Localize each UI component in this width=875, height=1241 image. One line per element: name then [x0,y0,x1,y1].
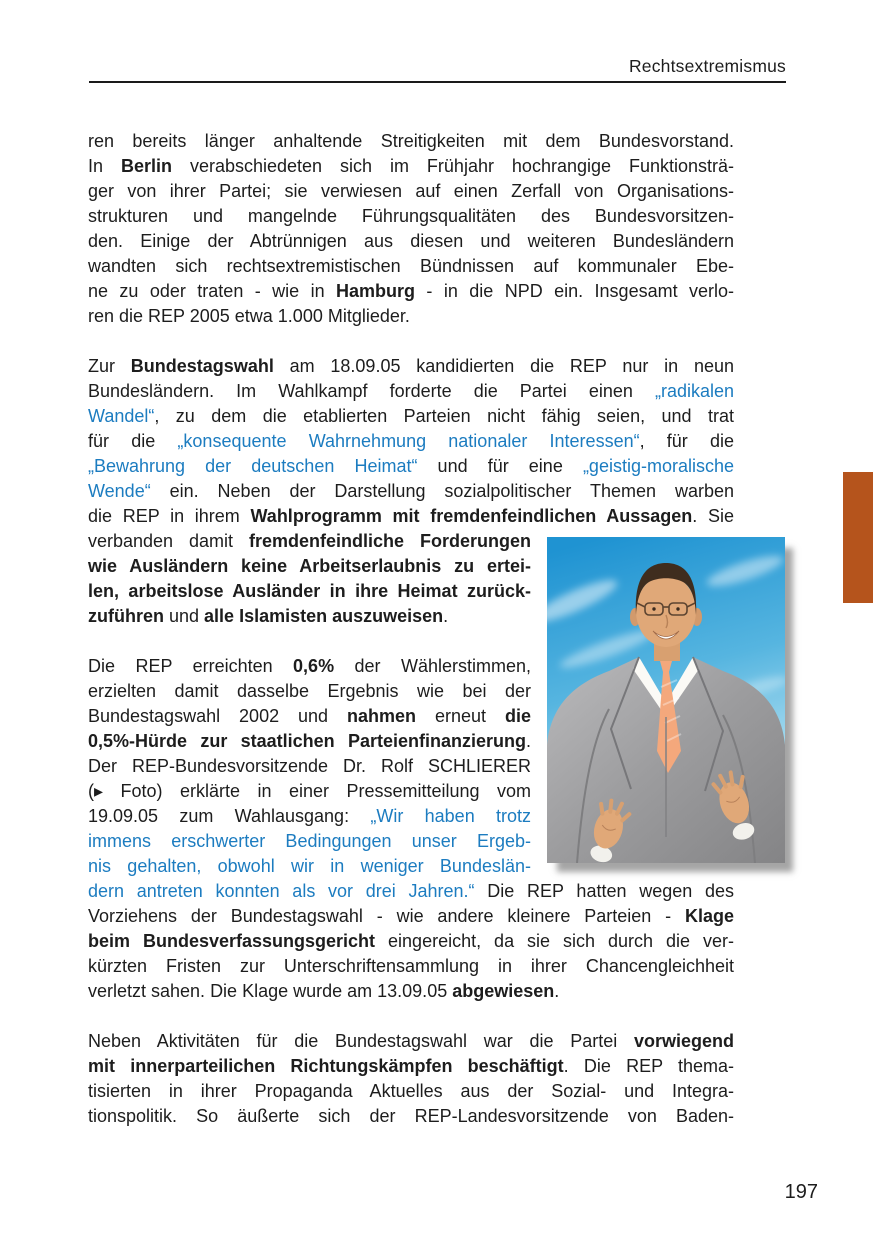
text-run: am 18.09.05 kandidierten die REP nur in neun [273,356,734,376]
text-line [88,304,734,329]
text-run: die REP in ihrem [88,506,251,526]
text-run: Bundesländern. Im Wahlkampf forderte die Partei einen [88,381,655,401]
header-rule [89,81,786,83]
text-run: tisierten in ihrer Propaganda Aktuelles aus der Sozial- und Integra- [88,1081,734,1101]
bold-run: len, arbeitslose Ausländer in ihre Heimat zurück- [88,581,531,601]
text-line [88,179,734,204]
text-run: Bundestagswahl 2002 und [88,706,348,726]
text-line [88,604,531,629]
quote-run: „geistig-moralische [582,456,734,476]
text-line [88,729,531,754]
text-run: . [443,606,449,626]
text-run: Neben Aktivitäten für die Bundestagswahl war die Partei [88,1031,634,1051]
paragraph-3 [88,654,734,1004]
text-line [88,479,734,504]
quote-run: immens erschwerter Bedingungen unser Ergeb- [88,831,531,851]
text-line [88,1054,734,1079]
text-line [88,679,531,704]
text-line [88,254,734,279]
text-line [88,429,734,454]
quote-run: „konsequente Wahrnehmung nationaler Interessen“ [177,431,640,451]
text-line [88,354,734,379]
bold-run: Bundestagswahl [130,356,274,376]
text-line [88,854,531,879]
text-run: . [554,981,560,1001]
text-line [88,754,531,779]
text-line [88,1029,734,1054]
quote-run: „radikalen [654,381,734,401]
text-run: 19.09.05 zum Wahlausgang: [88,806,371,826]
text-run: . Sie [692,506,734,526]
quote-run: Wende“ [88,481,151,501]
text-run: der Wählerstimmen, [334,656,531,676]
text-line [88,654,531,679]
text-run: . [525,731,531,751]
bold-run: beim Bundesverfassungsgericht [88,931,376,951]
text-run: In [88,156,121,176]
text-run: verletzt sahen. Die Klage wurde am 13.09.05 [88,981,453,1001]
text-line [88,804,531,829]
bold-run: vorwiegend [633,1031,734,1051]
text-run: , für die [639,431,735,451]
bold-run: Wahlprogramm mit fremdenfeindlichen Aussagen [250,506,693,526]
quote-run: „Bewahrung der deutschen Heimat“ [88,456,418,476]
text-run: für die [88,431,178,451]
quote-run: Wandel“ [88,406,155,426]
running-head: Rechtsextremismus [628,56,786,76]
text-run: und für eine [417,456,583,476]
text-run: erneut [416,706,505,726]
text-run: Zur [88,356,131,376]
text-run: verabschiedeten sich im Frühjahr hochrangige Funktionsträ- [172,156,735,176]
text-line [88,579,531,604]
text-line [88,779,531,804]
body-text [88,129,734,1129]
paragraph-1 [88,129,734,329]
text-line [88,379,734,404]
text-run: ren die REP 2005 etwa 1.000 Mitglieder. [88,306,410,326]
text-run: - in die NPD ein. Insgesamt verlo- [415,281,735,301]
text-line [88,554,531,579]
text-run: (▸ Foto) erklärte in einer Pressemitteilung vom [88,781,531,801]
text-line [88,954,734,979]
text-line [88,404,734,429]
bold-run: nahmen [347,706,417,726]
text-line [88,504,734,529]
paragraph-4 [88,1029,734,1129]
text-run: . Die REP thema- [563,1056,734,1076]
text-run: kürzten Fristen zur Unterschriftensammlung in ihrer Chancengleichheit [88,956,734,976]
text-run: den. Einige der Abtrünnigen aus diesen und weiteren Bundesländern [88,231,734,251]
text-run: ren bereits länger anhaltende Streitigkeiten mit dem Bundesvorstand. [88,131,734,151]
bold-run: Hamburg [336,281,416,301]
text-line [88,904,734,929]
text-line [88,1104,734,1129]
bold-run: wie Ausländern keine Arbeitserlaubnis zu ertei- [88,556,531,576]
text-line [88,529,531,554]
text-line [88,279,734,304]
text-run: eingereicht, da sie sich durch die ver- [375,931,734,951]
text-run: Die REP hatten wegen des [474,881,734,901]
page-number: 197 [784,1181,818,1203]
bold-run: fremdenfeindliche Forderungen [249,531,532,551]
text-line [88,704,531,729]
bold-run: 0,6% [293,656,335,676]
text-line [88,1079,734,1104]
text-run: tionspolitik. So äußerte sich der REP-Landesvorsitzende von Baden- [88,1106,734,1126]
text-run: wandten sich rechtsextremistischen Bündnissen auf kommunaler Ebe- [88,256,734,276]
bold-run: mit innerparteilichen Richtungskämpfen beschäftigt [88,1056,564,1076]
text-run: strukturen und mangelnde Führungsqualitäten des Bundesvorsitzen- [88,206,734,226]
bold-run: abgewiesen [452,981,555,1001]
text-run: Der REP-Bundesvorsitzende Dr. Rolf SCHLIERER [88,756,531,776]
quote-run: dern antreten konnten als vor drei Jahren.“ [88,881,475,901]
text-line [88,979,734,1004]
text-line [88,204,734,229]
text-run: verbanden damit [88,531,250,551]
text-run: , zu dem die etablierten Parteien nicht fähig seien, und trat [154,406,734,426]
bold-run: 0,5%-Hürde zur staatlichen Parteienfinanzierung [88,731,526,751]
text-line [88,154,734,179]
bold-run: Berlin [120,156,172,176]
bold-run: Klage [684,906,734,926]
quote-run: „Wir haben trotz [370,806,532,826]
text-line [88,129,734,154]
text-run: Vorziehens der Bundestagswahl - wie andere kleinere Parteien - [88,906,685,926]
paragraph-2 [88,354,734,629]
bold-run: die [505,706,532,726]
bold-run: zuführen [88,606,164,626]
text-run: und [164,606,205,626]
text-line [88,229,734,254]
chapter-tab-marker [843,472,873,603]
text-run: erzielten damit dasselbe Ergebnis wie bei der [88,681,531,701]
text-run: ne zu oder traten - wie in [88,281,336,301]
text-run: ger von ihrer Partei; sie verwiesen auf einen Zerfall von Organisations- [88,181,734,201]
text-line [88,929,734,954]
text-run: Die REP erreichten [88,656,294,676]
text-line [88,829,531,854]
text-line [88,879,734,904]
bold-run: alle Islamisten auszuweisen [204,606,444,626]
quote-run: nis gehalten, obwohl wir in weniger Bundeslän- [88,856,531,876]
text-run: ein. Neben der Darstellung sozialpolitischer Themen warben [150,481,734,501]
text-line [88,454,734,479]
